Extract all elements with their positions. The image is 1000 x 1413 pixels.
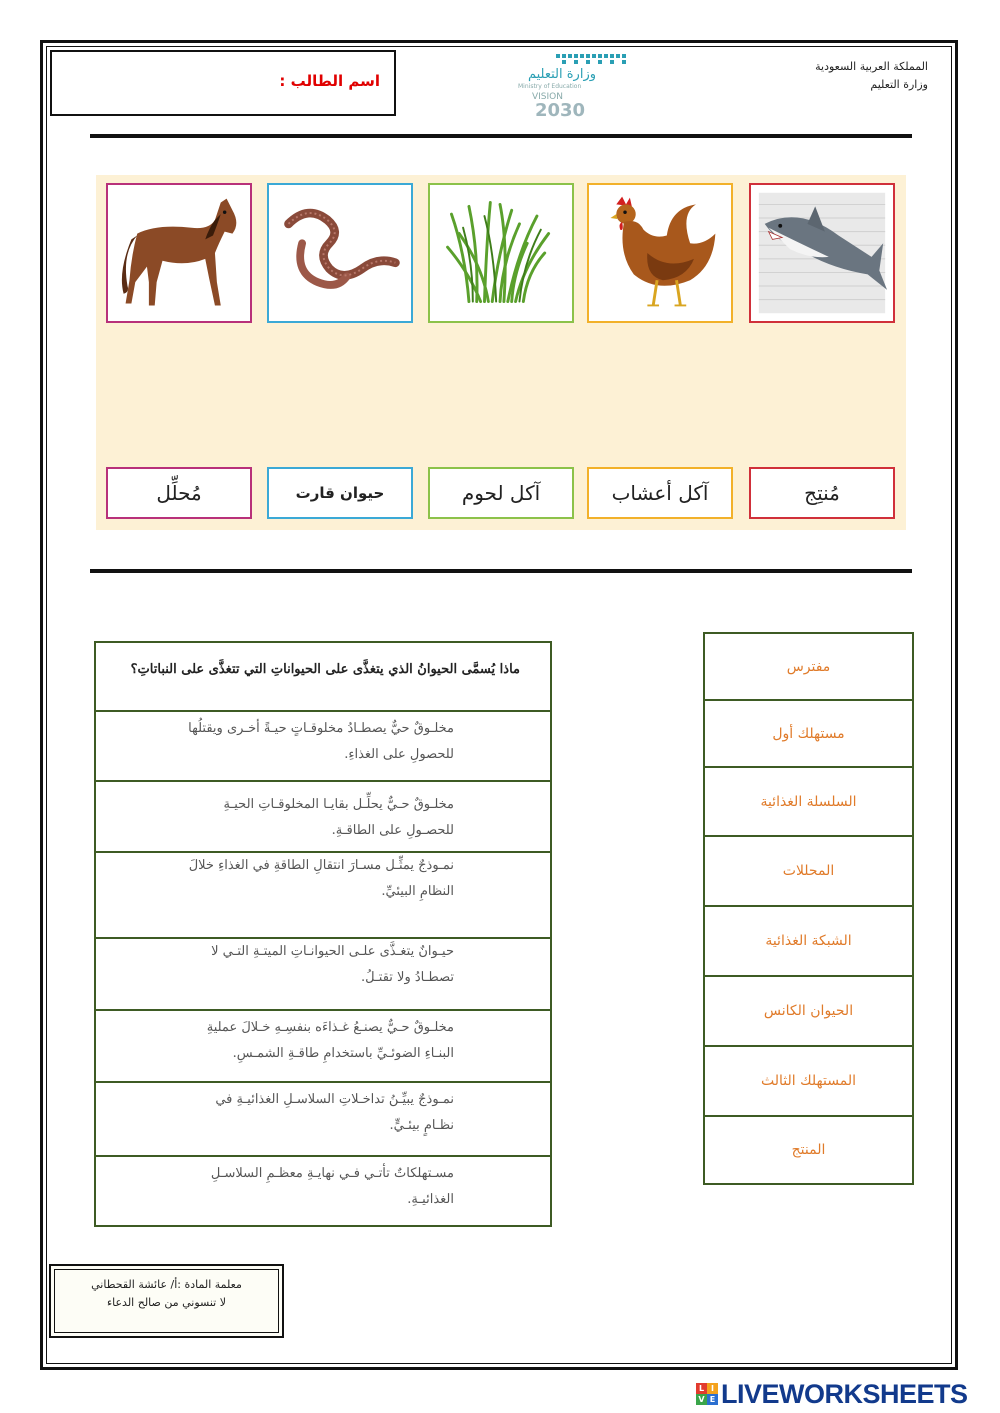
brand-box-v: V [696, 1394, 707, 1405]
label-card-herbivore[interactable]: آكل أعشاب [587, 467, 733, 519]
label-card-producer[interactable]: مُنتِج [749, 467, 895, 519]
teacher-box-inner [54, 1269, 279, 1333]
student-name-label: اسم الطالب : [279, 72, 380, 90]
hen-icon [589, 185, 731, 321]
answer-item-4[interactable]: المحللات [705, 837, 912, 907]
logo-text-en: Ministry of Education [518, 83, 582, 90]
label-card-scavenger[interactable]: حيوان قارت [267, 467, 413, 519]
liveworksheets-logo[interactable] [696, 1380, 968, 1408]
question-item-6[interactable]: نمـوذجٌ يبيِّـنُ تداخـلاتِ السلاسـلِ الغذائيـةِ في نظـامٍ بيئـيٍّ. [96, 1083, 550, 1157]
ministry-header [815, 58, 928, 94]
shark-icon [751, 185, 893, 321]
divider-middle [90, 569, 912, 573]
grass-icon [430, 185, 572, 321]
brand-box-l: L [696, 1383, 707, 1394]
question-item-5[interactable]: مخلـوقٌ حـيٌّ يصنـعُ غـذاءَه بنفسِـهِ خـلالَ عمليةِ البنـاءِ الضوئـيِّ باستخدامِ طاقـةِ الشمـسِ. [96, 1011, 550, 1083]
question-item-4[interactable]: حيـوانٌ يتغـذَّى علـى الحيوانـاتِ الميتـةِ التـي لا تصطـادُ ولا تقتـلُ. [96, 939, 550, 1011]
teacher-line-2: لا تنسوني من صالح الدعاء [106, 1296, 227, 1309]
teacher-line-1: معلمة المادة :أ/ عائشة القحطاني [91, 1278, 242, 1291]
question-item-2[interactable]: مخلـوقٌ حـيٌّ يحلِّـل بقايـا المخلوقـاتِ الحيـةِ للحصـولِ على الطاقـةِ. [96, 782, 550, 853]
brand-icon [696, 1383, 718, 1405]
worm-icon [269, 185, 411, 321]
question-title: ماذا يُسمَّى الحيوانُ الذي يتغذَّى على الحيواناتِ التي تتغذَّى على النباتاتِ؟ [96, 643, 550, 712]
horse-card[interactable] [106, 183, 252, 323]
answer-item-1[interactable]: مفترس [705, 634, 912, 701]
shark-card[interactable] [749, 183, 895, 323]
vision-label: VISION [532, 92, 563, 102]
ministry-logo [492, 52, 632, 124]
gov-line-1: المملكة العربية السعودية [815, 60, 928, 73]
answer-item-8[interactable]: المنتج [791, 1142, 826, 1158]
divider-top [90, 134, 912, 138]
answers-table [703, 632, 914, 1185]
brand-box-i: I [707, 1383, 718, 1394]
question-item-1[interactable]: مخلـوقٌ حيٌّ يصطـادُ مخلوقـاتٍ حيـةً أخـرى ويقتلُها للحصولِ على الغذاءِ. [96, 712, 550, 782]
student-name-box[interactable] [50, 50, 396, 116]
gov-line-2: وزارة التعليم [870, 78, 928, 91]
brand-text: LIVEWORKSHEETS [721, 1378, 968, 1409]
teacher-box [49, 1264, 284, 1338]
answer-item-7[interactable]: المستهلك الثالث [705, 1047, 912, 1117]
question-item-7[interactable]: مسـتهلكاتٌ تأتـي فـي نهايـةِ معظـمِ السلاسـلِ الغذائيـةِ. [210, 1166, 454, 1207]
answer-item-2[interactable]: مستهلك أول [705, 701, 912, 768]
brand-box-e: E [707, 1394, 718, 1405]
vision-year: 2030 [534, 100, 586, 121]
answer-item-6[interactable]: الحيوان الكانس [705, 977, 912, 1047]
answer-item-3[interactable]: السلسلة الغذائية [705, 768, 912, 837]
hen-card[interactable] [587, 183, 733, 323]
label-card-decomposer[interactable]: مُحلِّل [106, 467, 252, 519]
question-item-3[interactable]: نمـوذجٌ يمثِّـل مسـارَ انتقالِ الطاقةِ في الغذاءِ خلالَ النظامِ البيئيِّ. [96, 853, 550, 939]
logo-text-ar: وزارة التعليم [527, 67, 597, 82]
horse-icon [108, 185, 250, 321]
grass-card[interactable] [428, 183, 574, 323]
label-card-carnivore[interactable]: آكل لحوم [428, 467, 574, 519]
worm-card[interactable] [267, 183, 413, 323]
answer-item-5[interactable]: الشبكة الغذائية [705, 907, 912, 977]
questions-table [94, 641, 552, 1227]
